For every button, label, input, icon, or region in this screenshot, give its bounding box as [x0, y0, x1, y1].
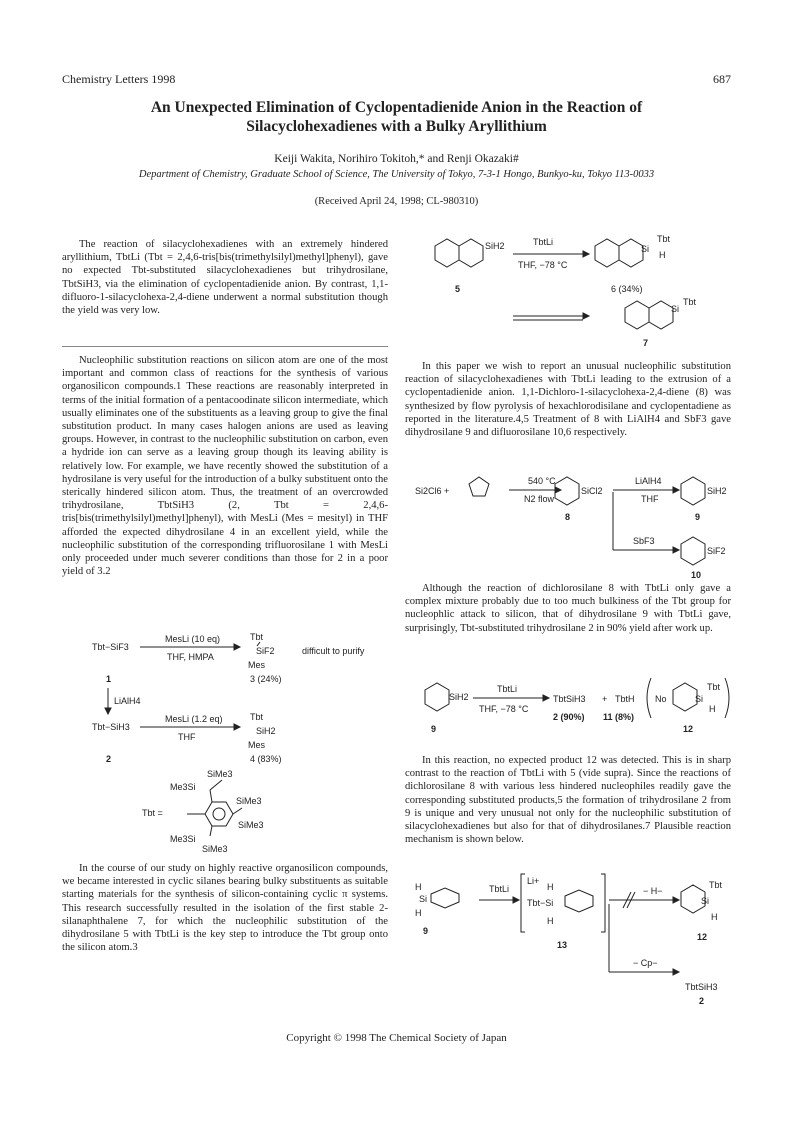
- abstract-divider: [62, 346, 388, 347]
- r1-reagent: MesLi (10 eq): [165, 634, 221, 644]
- sih2-d: SiH2: [449, 692, 469, 702]
- h-d: H: [709, 704, 716, 714]
- right-paragraph-1: [405, 360, 731, 439]
- scheme-pyrolysis: [405, 472, 731, 584]
- r1-conditions: THF, HMPA: [167, 652, 214, 662]
- tbt-si-13: Tbt−Si: [527, 898, 554, 908]
- li-plus: Li+: [527, 876, 540, 886]
- r1-note: difficult to purify: [302, 646, 365, 656]
- tbt-sime3-1: SiMe3: [207, 769, 233, 779]
- h-13-bottom: H: [547, 916, 554, 926]
- si-12-e: Si: [701, 896, 710, 906]
- minus-hydride: − H−: [643, 886, 663, 896]
- tbt-7: Tbt: [683, 297, 697, 307]
- silacycle-6: [619, 239, 643, 267]
- cyclopentadiene: [469, 477, 489, 496]
- silacycle-9-d: [425, 683, 449, 711]
- compound-3-label: 3 (24%): [250, 674, 282, 684]
- tbt-d: Tbt: [707, 682, 721, 692]
- scheme-tbtli-reaction: [405, 676, 731, 756]
- tbt-benzene-ring: [205, 802, 233, 826]
- tbt-sime3-4: SiMe3: [202, 844, 228, 852]
- scheme-substitution-mesli: [62, 630, 388, 852]
- abstract-text: The reaction of silacyclohexadienes with an extremely hindered aryllithium, TbtLi (Tbt = 2,4,6-tris[bis(trimethylsilyl)methyl]phenyl), gave no expected Tbt-substituted silacyclohexadienes but trihydrosilane, TbtSiH3, via the elimination of cyclopentadienide anion. By contrast, 1,1-difluoro-1-silacyclohexa-2,4-diene underwent a normal substitution though the yield was very low.: [62, 239, 388, 317]
- yield-2: 2 (90%): [553, 712, 585, 722]
- tbt-me3si-1: Me3Si: [170, 782, 196, 792]
- right-paragraph-2: [405, 582, 731, 635]
- thf-c: THF: [641, 494, 659, 504]
- silacycle-10: [681, 537, 705, 565]
- silacycle-13: [565, 890, 593, 912]
- product-tbth: TbtH: [615, 694, 635, 704]
- n2-flow: N2 flow: [524, 494, 555, 504]
- intro-paragraph-1: [62, 354, 388, 578]
- benzo-ring-6: [595, 239, 619, 267]
- silanaphthalene-ring-7: [649, 301, 673, 329]
- silacycle-9: [681, 477, 705, 505]
- sih2-5: SiH2: [485, 241, 505, 251]
- plus: +: [602, 694, 608, 704]
- page-number: 687: [713, 72, 731, 86]
- tbt-definition: Tbt =: [142, 808, 163, 818]
- si-d: Si: [695, 694, 704, 704]
- conditions-b: THF, −78 °C: [518, 260, 568, 270]
- intro-paragraph-2: [62, 862, 388, 954]
- h-13-top: H: [547, 882, 554, 892]
- title-line-1: An Unexpected Elimination of Cyclopentadienide Anion in the Reaction of: [150, 99, 643, 116]
- intro-text-2: In the course of our study on highly reactive organosilicon compounds, we became interested in cyclic silanes bearing bulky substituents as suitable starting materials for the synthesis of silicon-containing cyclic π systems. This research successfully resulted in the isolation of the first stable 2-silanaphthalene 7, for which the nucleophilic substitution of the dihydrosilane 5 with TbtLi is the key step to introduce the Tbt group onto the silicon atom.3: [62, 863, 388, 954]
- product-tbtsih3: TbtSiH3: [553, 694, 586, 704]
- tbt-6: Tbt: [657, 234, 671, 244]
- abstract: [62, 238, 388, 317]
- h-6: H: [659, 250, 666, 260]
- tbt-me3si-2: Me3Si: [170, 834, 196, 844]
- compound-12-label-e: 12: [697, 932, 708, 942]
- si-9: Si: [419, 894, 428, 904]
- r1-prod-si: SiF2: [256, 646, 275, 656]
- minus-cp: − Cp−: [633, 958, 658, 968]
- r2-reagent: MesLi (1.2 eq): [165, 714, 223, 724]
- reagent-d: TbtLi: [497, 684, 518, 694]
- scheme-silanaphthalene: [405, 232, 731, 350]
- scheme-mechanism: [405, 870, 731, 1010]
- compound-2-label: 2: [106, 754, 112, 764]
- copyright: Copyright © 1998 The Chemical Society of Japan: [286, 1032, 507, 1044]
- received-date: (Received April 24, 1998; CL-980310): [314, 196, 479, 207]
- affiliation: Department of Chemistry, Graduate School of Science, The University of Tokyo, 7-3-1 Hongo, Bunkyo-ku, Tokyo 113-0033: [138, 169, 655, 180]
- title-line-2: Silacyclohexadienes with a Bulky Aryllithium: [246, 118, 547, 135]
- compound-8-label: 8: [565, 512, 571, 522]
- reagent-e: TbtLi: [489, 884, 510, 894]
- benzo-ring-5: [435, 239, 459, 267]
- sih2-9: SiH2: [707, 486, 727, 496]
- lialh4-reagent: LiAlH4: [114, 696, 141, 706]
- compound-13-label: 13: [557, 940, 568, 950]
- conditions-d: THF, −78 °C: [479, 704, 529, 714]
- journal-header: Chemistry Letters 1998: [62, 72, 176, 86]
- r2-prod-mes: Mes: [248, 740, 266, 750]
- silacycle-12-d: [673, 683, 697, 711]
- tbt-sime3-2: SiMe3: [236, 796, 262, 806]
- h-12-e: H: [711, 912, 718, 922]
- right-text-3: In this reaction, no expected product 12 was detected. This is in sharp contrast to the reaction of TbtLi with 5 (vide supra). Since the reactions of dichlorosilane 8 with various less hindered nucleophiles readily gave the corresponding substituted products,5 the formation of trihydrosilane 2 from 9 is unique and very unusual not only for the nucleophilic substitution of silacyclohexadienes but also for that of dihydrosilanes.7 Plausible reaction mechanism is shown below.: [405, 755, 731, 846]
- si-6: Si: [641, 244, 650, 254]
- sicl2: SiCl2: [581, 486, 603, 496]
- tbt-sime3-3: SiMe3: [238, 820, 264, 830]
- lialh4-c: LiAlH4: [635, 476, 662, 486]
- right-text-1: In this paper we wish to report an unusual nucleophilic substitution reaction of silacyclohexadienes with TbtLi leading to the extrusion of a cyclopentadienide anion. 1,1-Dichloro-1-silacyclohexa-2,4-diene (8) was synthesized by flow pyrolysis of hexachlorodisilane and cyclopentadiene as reported in the literature.4,5 Treatment of 8 with LiAlH4 and SbF3 gave dihydrosilane 9 and difluorosilane 10,6 respectively.: [405, 361, 731, 439]
- compound-9-label: 9: [695, 512, 701, 522]
- right-paragraph-3: [405, 754, 731, 846]
- h-top: H: [415, 882, 422, 892]
- r2-prod-tbt: Tbt: [250, 712, 264, 722]
- compound-4-label: 4 (83%): [250, 754, 282, 764]
- si2cl6: Si2Cl6 +: [415, 486, 450, 496]
- compound-2-label-e: 2: [699, 996, 705, 1006]
- compound-1-label: 1: [106, 674, 112, 684]
- reagent-b: TbtLi: [533, 237, 554, 247]
- sif2-10: SiF2: [707, 546, 726, 556]
- benzo-ring-7: [625, 301, 649, 329]
- si-7: Si: [671, 304, 680, 314]
- silacycle-5: [459, 239, 483, 267]
- r1-prod-mes: Mes: [248, 660, 266, 670]
- article-title: [0, 98, 793, 136]
- compound-10-label: 10: [691, 570, 702, 580]
- compound-7-label: 7: [643, 338, 649, 348]
- r2-prod-si: SiH2: [256, 726, 276, 736]
- r2-reactant: Tbt−SiH3: [92, 722, 130, 732]
- h-bottom: H: [415, 908, 422, 918]
- r1-prod-tbt: Tbt: [250, 632, 264, 642]
- intro-text-1: Nucleophilic substitution reactions on silicon atom are one of the most important and common class of reactions for the synthesis of various organosilicon compounds.1 These reactions are reasonably interpreted in terms of the initial formation of a pentacoodinate silicon intermediate, which usually eliminates one of the substituents as a leaving group to give the final substitution product. In many cases halogen anions are used as leaving groups. However, in contrast to the nucleophilic substitution on carbon, even a hydride ion can serve as a leaving group though its leaving ability is relatively low. For example, we have recently showed the substitution of a hydrosilane is very useful for the introduction of a bulky substituent onto the sterically hindered silicon atom. Thus, the treatment of an overcrowded trihydrosilane, TbtSiH3 (2, Tbt = 2,4,6-tris[bis(trimethylsilyl)methyl]phenyl), with MesLi (Mes = mesityl) in THF afforded the expected dihydrosilane 4 in an excellent yield, while the nucleophilic substitution of the corresponding trifluorosilane 1 with MesLi only proceeded under much severer conditions than those for 2 in a poor yield of 3.2: [62, 355, 388, 578]
- product-tbtsih3-e: TbtSiH3: [685, 982, 718, 992]
- compound-12-label-d: 12: [683, 724, 694, 734]
- r2-conditions: THF: [178, 732, 196, 742]
- compound-5-label: 5: [455, 284, 461, 294]
- temp: 540 °C: [528, 476, 556, 486]
- tbt-12-e: Tbt: [709, 880, 723, 890]
- sbf3: SbF3: [633, 536, 655, 546]
- r1-reactant: Tbt−SiF3: [92, 642, 129, 652]
- right-text-2: Although the reaction of dichlorosilane 8 with TbtLi only gave a complex mixture probably due to too much bulkiness of the Tbt group for nucleophlic attack to silicon, that of dihydrosilane 9 with TbtLi gave, surprisingly, Tbt-substituted trihydrosilane 2 in 90% yield after work up.: [405, 583, 731, 634]
- no-label: No: [655, 694, 667, 704]
- yield-11: 11 (8%): [603, 712, 635, 722]
- silacycle-9-e: [431, 888, 459, 908]
- compound-9-label-e: 9: [423, 926, 429, 936]
- compound-6-label: 6 (34%): [611, 284, 643, 294]
- compound-9-label-d: 9: [431, 724, 437, 734]
- authors: Keiji Wakita, Norihiro Tokitoh,* and Renji Okazaki#: [274, 153, 519, 165]
